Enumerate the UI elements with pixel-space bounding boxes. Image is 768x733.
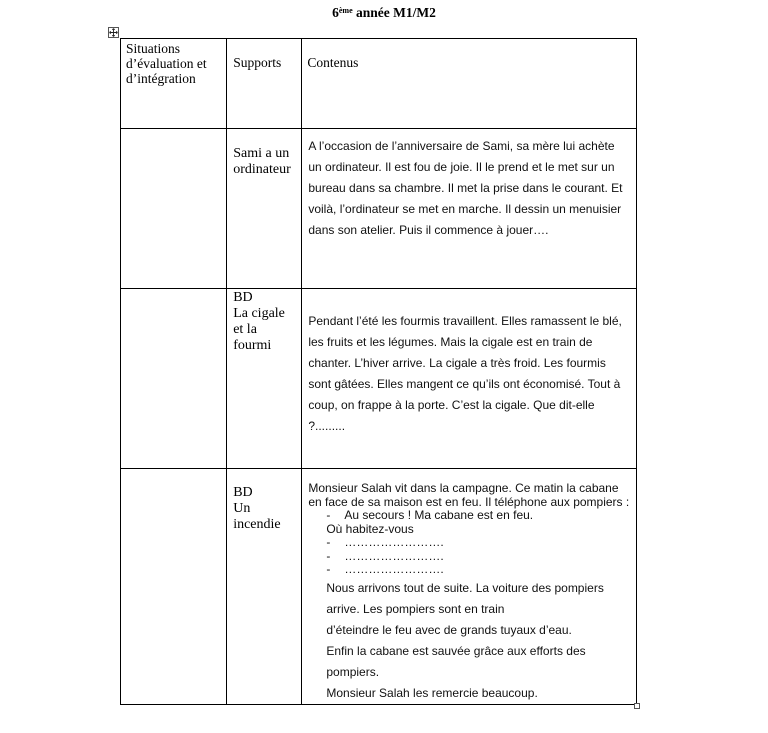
content-cell xyxy=(302,469,637,705)
dots-text: ……………………. xyxy=(344,548,444,563)
content-intro: Monsieur Salah vit dans la campagne. Ce matin la cabane en face de sa maison est en feu. Il téléphone aux pompiers : xyxy=(308,481,630,509)
dialogue-line: - ……………………. xyxy=(326,535,444,549)
support-text: La cigale et la fourmi xyxy=(233,306,285,353)
dots-text: ……………………. xyxy=(344,535,444,549)
dots-text: ……………………. xyxy=(344,562,444,576)
situation-cell xyxy=(121,129,227,289)
page-title xyxy=(0,5,768,21)
title-rest: année M1/M2 xyxy=(352,5,436,20)
content-table xyxy=(120,38,637,705)
outro-paragraph: Enfin la cabane est sauvée grâce aux efforts des pompiers. xyxy=(326,643,586,679)
support-label-bd: BD xyxy=(233,290,253,305)
support-label-bd: BD xyxy=(233,485,253,500)
title-superscript: ème xyxy=(338,6,353,15)
header-supports: Supports xyxy=(233,55,282,70)
outro-paragraph: Monsieur Salah les remercie beaucoup. xyxy=(326,685,538,700)
content-text: A l’occasion de l’anniversaire de Sami, sa mère lui achète un ordinateur. Il est fou de joie. Il le prend et le met sur un bureau dans sa chambre. Il met la prise dans le courant. Et voilà, l’ordinateur se met en marche. Il dessin un menuisier dans son atelier. Puis il commence à jouer…. xyxy=(308,139,623,237)
outro-paragraph: d’éteindre le feu avec de grands tuyaux d’eau. xyxy=(326,622,572,637)
situation-cell xyxy=(121,289,227,469)
table-row xyxy=(121,129,637,289)
support-cell xyxy=(227,129,302,289)
dialogue-text: Au secours ! Ma cabane est en feu. xyxy=(344,508,534,522)
table-row xyxy=(121,469,637,705)
header-situations: Situations d’évaluation et d’intégration xyxy=(126,41,207,86)
content-cell xyxy=(302,289,637,469)
content-text: Pendant l’été les fourmis travaillent. Elles ramassent le blé, les fruits et les légumes. Mais la cigale est en train de chanter. L’hiver arrive. La cigale a très froid. Les fourmis sont gâtées. Elles mangent ce qu’ils ont économisé. Tout à coup, on frappe à la porte. C’est la cigale. Que dit-elle ?......... xyxy=(308,314,622,433)
header-cell-situations xyxy=(121,39,227,129)
situation-cell xyxy=(121,469,227,705)
dialogue-block xyxy=(308,509,632,704)
support-text: Un incendie xyxy=(233,501,281,532)
header-cell-supports xyxy=(227,39,302,129)
table-move-handle-icon[interactable] xyxy=(108,27,119,38)
header-cell-contenus xyxy=(302,39,637,129)
header-row xyxy=(121,39,637,129)
support-cell xyxy=(227,469,302,705)
table-resize-handle[interactable] xyxy=(634,703,640,709)
dialogue-line: - ……………………. xyxy=(326,548,444,563)
dialogue-question: Où habitez-vous xyxy=(326,521,414,536)
outro-paragraph: Nous arrivons tout de suite. La voiture des pompiers arrive. Les pompiers sont en train xyxy=(326,580,604,616)
table-row xyxy=(121,289,637,469)
content-cell xyxy=(302,129,637,289)
support-text: Sami a un ordinateur xyxy=(233,146,291,177)
support-cell xyxy=(227,289,302,469)
header-contenus: Contenus xyxy=(307,55,359,70)
dialogue-line: - Au secours ! Ma cabane est en feu. xyxy=(326,508,534,522)
dialogue-line: - ……………………. xyxy=(326,562,444,576)
title-prefix: 6 xyxy=(332,5,339,20)
